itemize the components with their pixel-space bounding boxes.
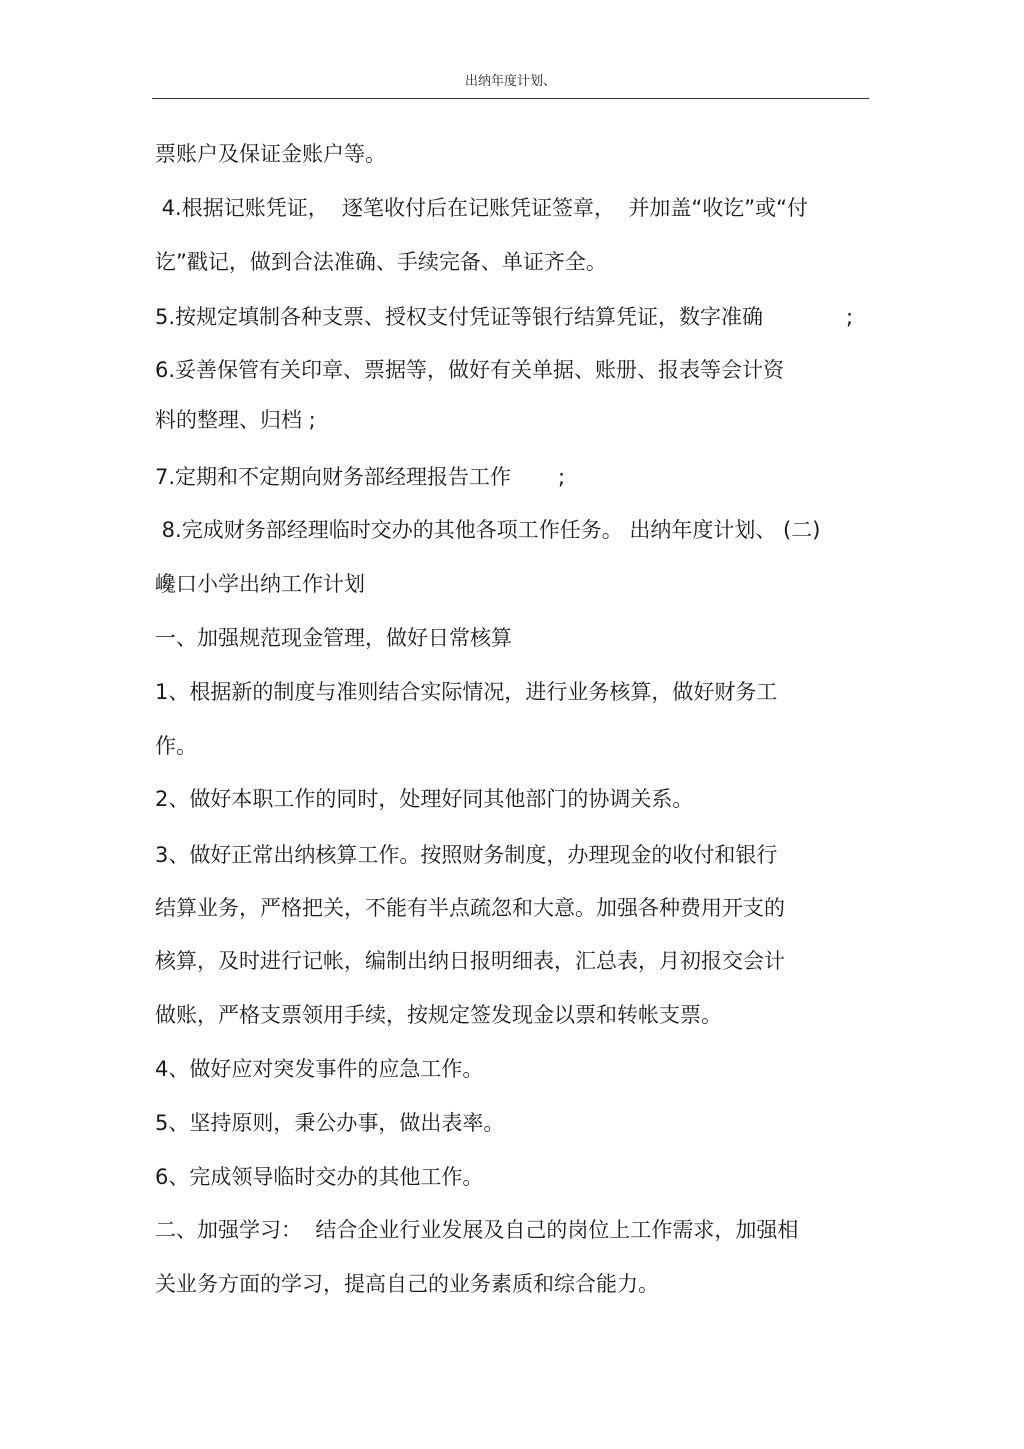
body-line: 5、坚持原则，秉公办事，做出表率。 — [155, 1111, 505, 1135]
body-line: 结算业务，严格把关，不能有半点疏忽和大意。加强各种费用开支的 — [155, 896, 785, 920]
body-line: 讫”戳记，做到合法准确、手续完备、单证齐全。 — [155, 250, 607, 274]
trailing-semicolon: ; — [558, 465, 566, 489]
body-line: 关业务方面的学习，提高自己的业务素质和综合能力。 — [155, 1272, 659, 1296]
body-line: 4.根据记账凭证， 逐笔收付后在记账凭证签章， 并加盖“收讫”或“付 — [155, 196, 809, 220]
body-line: 5.按规定填制各种支票、授权支付凭证等银行结算凭证，数字准确 — [155, 305, 764, 329]
body-line: 6、完成领导临时交办的其他工作。 — [155, 1165, 484, 1189]
section-heading: 一、加强规范现金管理，做好日常核算 — [155, 626, 512, 650]
page-header: 出纳年度计划、 — [464, 74, 556, 89]
body-line: 做账，严格支票领用手续，按规定签发现金以票和转帐支票。 — [155, 1003, 722, 1027]
header-rule — [152, 98, 869, 99]
body-line: 4、做好应对突发事件的应急工作。 — [155, 1057, 484, 1081]
body-line: 料的整理、归档 ; — [155, 408, 316, 432]
body-line: 巉口小学出纳工作计划 — [155, 572, 365, 596]
body-line: 作。 — [155, 734, 197, 758]
body-line: 核算，及时进行记帐，编制出纳日报明细表，汇总表，月初报交会计 — [155, 949, 785, 973]
body-line: 1、根据新的制度与准则结合实际情况，进行业务核算，做好财务工 — [155, 680, 778, 704]
body-line: 票账户及保证金账户等。 — [155, 142, 386, 166]
body-line: 8.完成财务部经理临时交办的其他各项工作任务。 出纳年度计划、 (二) — [155, 518, 821, 542]
body-line: 3、做好正常出纳核算工作。按照财务制度，办理现金的收付和银行 — [155, 843, 778, 867]
body-line: 2、做好本职工作的同时，处理好同其他部门的协调关系。 — [155, 787, 694, 811]
section-heading: 二、加强学习： 结合企业行业发展及自己的岗位上工作需求，加强相 — [155, 1218, 799, 1242]
body-line: 7.定期和不定期向财务部经理报告工作 — [155, 465, 512, 489]
body-line: 6.妥善保管有关印章、票据等，做好有关单据、账册、报表等会计资 — [155, 358, 785, 382]
trailing-semicolon: ; — [846, 305, 854, 329]
